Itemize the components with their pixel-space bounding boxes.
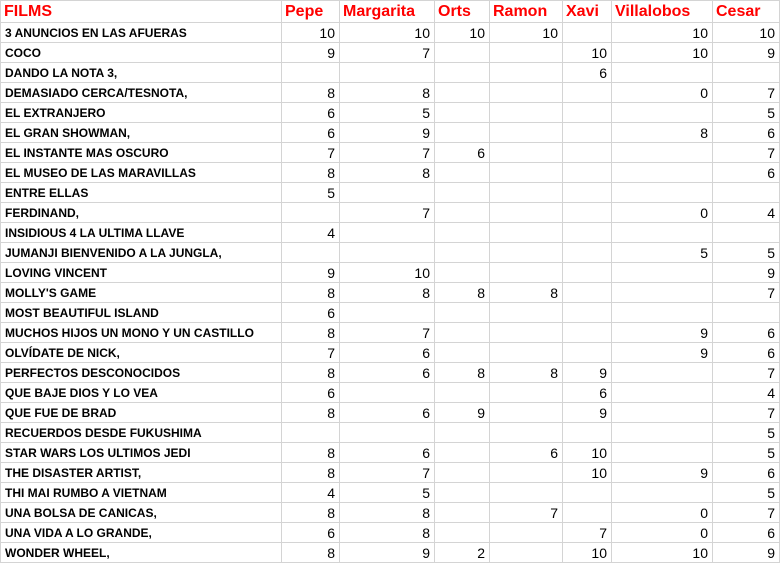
- score-cell[interactable]: [612, 223, 713, 243]
- film-title-cell[interactable]: STAR WARS LOS ULTIMOS JEDI: [1, 443, 282, 463]
- score-cell[interactable]: 10: [563, 463, 612, 483]
- column-header-ramon[interactable]: Ramon: [490, 1, 563, 23]
- table-row: [1, 163, 780, 183]
- score-cell[interactable]: 10: [612, 543, 713, 563]
- score-cell[interactable]: [435, 443, 490, 463]
- column-header-pepe[interactable]: Pepe: [282, 1, 340, 23]
- score-cell[interactable]: 7: [713, 143, 780, 163]
- score-cell[interactable]: [490, 343, 563, 363]
- score-cell[interactable]: [612, 103, 713, 123]
- film-title-cell[interactable]: RECUERDOS DESDE FUKUSHIMA: [1, 423, 282, 443]
- film-title-cell[interactable]: COCO: [1, 43, 282, 63]
- film-title-cell[interactable]: UNA VIDA A LO GRANDE,: [1, 523, 282, 543]
- table-row: [1, 463, 780, 483]
- score-cell[interactable]: 8: [490, 363, 563, 383]
- score-cell[interactable]: [435, 203, 490, 223]
- score-cell[interactable]: 6: [282, 103, 340, 123]
- score-cell[interactable]: 6: [713, 123, 780, 143]
- score-cell[interactable]: [612, 403, 713, 423]
- column-header-xavi[interactable]: Xavi: [563, 1, 612, 23]
- score-cell[interactable]: [490, 203, 563, 223]
- score-cell[interactable]: 6: [282, 523, 340, 543]
- film-title-cell[interactable]: MOST BEAUTIFUL ISLAND: [1, 303, 282, 323]
- table-row: [1, 503, 780, 523]
- score-cell[interactable]: [490, 143, 563, 163]
- score-cell[interactable]: 9: [563, 363, 612, 383]
- score-cell[interactable]: 7: [340, 323, 435, 343]
- score-cell[interactable]: [713, 63, 780, 83]
- table-row: [1, 83, 780, 103]
- score-cell[interactable]: [563, 183, 612, 203]
- score-cell[interactable]: [435, 243, 490, 263]
- score-cell[interactable]: 10: [563, 43, 612, 63]
- score-cell[interactable]: [563, 23, 612, 43]
- table-row: [1, 383, 780, 403]
- score-cell[interactable]: 6: [713, 323, 780, 343]
- score-cell[interactable]: [435, 523, 490, 543]
- score-cell[interactable]: [490, 263, 563, 283]
- score-cell[interactable]: [435, 83, 490, 103]
- table-row: [1, 103, 780, 123]
- score-cell[interactable]: 7: [713, 403, 780, 423]
- score-cell[interactable]: 6: [340, 363, 435, 383]
- score-cell[interactable]: 4: [282, 223, 340, 243]
- score-cell[interactable]: 9: [340, 123, 435, 143]
- score-cell[interactable]: [612, 363, 713, 383]
- score-cell[interactable]: 6: [340, 403, 435, 423]
- table-row: [1, 363, 780, 383]
- table-row: [1, 263, 780, 283]
- score-cell[interactable]: [340, 243, 435, 263]
- score-cell[interactable]: 10: [563, 443, 612, 463]
- score-cell[interactable]: [612, 263, 713, 283]
- film-title-cell[interactable]: MOLLY'S GAME: [1, 283, 282, 303]
- score-cell[interactable]: 7: [713, 503, 780, 523]
- table-row: [1, 523, 780, 543]
- film-title-cell[interactable]: EL MUSEO DE LAS MARAVILLAS: [1, 163, 282, 183]
- score-cell[interactable]: 9: [612, 323, 713, 343]
- score-cell[interactable]: 8: [282, 363, 340, 383]
- score-cell[interactable]: 6: [713, 343, 780, 363]
- score-cell[interactable]: 0: [612, 503, 713, 523]
- table-row: [1, 343, 780, 363]
- table-row: [1, 443, 780, 463]
- film-title-cell[interactable]: UNA BOLSA DE CANICAS,: [1, 503, 282, 523]
- score-cell[interactable]: [563, 203, 612, 223]
- score-cell[interactable]: [340, 223, 435, 243]
- score-cell[interactable]: 9: [612, 343, 713, 363]
- score-cell[interactable]: [490, 243, 563, 263]
- score-cell[interactable]: 0: [612, 523, 713, 543]
- score-cell[interactable]: 2: [435, 543, 490, 563]
- score-cell[interactable]: [612, 483, 713, 503]
- score-cell[interactable]: 6: [340, 343, 435, 363]
- score-cell[interactable]: 8: [340, 503, 435, 523]
- score-cell[interactable]: [490, 323, 563, 343]
- score-cell[interactable]: 7: [340, 463, 435, 483]
- score-cell[interactable]: [435, 503, 490, 523]
- score-cell[interactable]: 4: [282, 483, 340, 503]
- film-title-cell[interactable]: INSIDIOUS 4 LA ULTIMA LLAVE: [1, 223, 282, 243]
- score-cell[interactable]: 9: [282, 43, 340, 63]
- score-cell[interactable]: [563, 303, 612, 323]
- score-cell[interactable]: [713, 183, 780, 203]
- score-cell[interactable]: [713, 223, 780, 243]
- table-row: [1, 403, 780, 423]
- score-cell[interactable]: [490, 403, 563, 423]
- score-cell[interactable]: 10: [340, 23, 435, 43]
- film-title-cell[interactable]: 3 ANUNCIOS EN LAS AFUERAS: [1, 23, 282, 43]
- score-cell[interactable]: [435, 63, 490, 83]
- film-title-cell[interactable]: PERFECTOS DESCONOCIDOS: [1, 363, 282, 383]
- score-cell[interactable]: 8: [282, 543, 340, 563]
- score-cell[interactable]: [340, 63, 435, 83]
- score-cell[interactable]: [612, 383, 713, 403]
- score-cell[interactable]: [435, 183, 490, 203]
- column-header-films[interactable]: FILMS: [1, 1, 282, 23]
- score-cell[interactable]: [563, 243, 612, 263]
- score-cell[interactable]: [612, 63, 713, 83]
- score-cell[interactable]: 7: [282, 143, 340, 163]
- film-title-cell[interactable]: DEMASIADO CERCA/TESNOTA,: [1, 83, 282, 103]
- score-cell[interactable]: 8: [282, 283, 340, 303]
- table-row: [1, 223, 780, 243]
- score-cell[interactable]: [563, 483, 612, 503]
- score-cell[interactable]: [435, 123, 490, 143]
- score-cell[interactable]: 8: [282, 163, 340, 183]
- film-title-cell[interactable]: EL INSTANTE MAS OSCURO: [1, 143, 282, 163]
- score-cell[interactable]: 8: [490, 283, 563, 303]
- column-header-villalobos[interactable]: Villalobos: [612, 1, 713, 23]
- score-cell[interactable]: [563, 263, 612, 283]
- score-cell[interactable]: [490, 463, 563, 483]
- score-cell[interactable]: [282, 243, 340, 263]
- film-title-cell[interactable]: FERDINAND,: [1, 203, 282, 223]
- film-title-cell[interactable]: DANDO LA NOTA 3,: [1, 63, 282, 83]
- score-cell[interactable]: [435, 263, 490, 283]
- score-cell[interactable]: [282, 423, 340, 443]
- score-cell[interactable]: [490, 423, 563, 443]
- score-cell[interactable]: 10: [713, 23, 780, 43]
- score-cell[interactable]: [340, 423, 435, 443]
- score-cell[interactable]: 7: [340, 43, 435, 63]
- score-cell[interactable]: [490, 83, 563, 103]
- score-cell[interactable]: [435, 483, 490, 503]
- film-title-cell[interactable]: THE DISASTER ARTIST,: [1, 463, 282, 483]
- film-title-cell[interactable]: QUE FUE DE BRAD: [1, 403, 282, 423]
- score-cell[interactable]: 7: [490, 503, 563, 523]
- score-cell[interactable]: [435, 303, 490, 323]
- score-cell[interactable]: [340, 183, 435, 203]
- score-cell[interactable]: [435, 163, 490, 183]
- score-cell[interactable]: 6: [563, 383, 612, 403]
- score-cell[interactable]: 10: [282, 23, 340, 43]
- score-cell[interactable]: [612, 143, 713, 163]
- score-cell[interactable]: [563, 323, 612, 343]
- score-cell[interactable]: 5: [340, 103, 435, 123]
- score-cell[interactable]: [563, 423, 612, 443]
- table-row: [1, 543, 780, 563]
- score-cell[interactable]: 8: [282, 443, 340, 463]
- score-cell[interactable]: 8: [282, 323, 340, 343]
- score-cell[interactable]: 7: [713, 283, 780, 303]
- score-cell[interactable]: 7: [563, 523, 612, 543]
- score-cell[interactable]: [340, 303, 435, 323]
- film-title-cell[interactable]: OLVÍDATE DE NICK,: [1, 343, 282, 363]
- score-cell[interactable]: 9: [713, 43, 780, 63]
- score-cell[interactable]: 9: [282, 263, 340, 283]
- score-cell[interactable]: 9: [713, 263, 780, 283]
- score-cell[interactable]: 0: [612, 203, 713, 223]
- film-title-cell[interactable]: LOVING VINCENT: [1, 263, 282, 283]
- table-row: [1, 143, 780, 163]
- score-cell[interactable]: 9: [435, 403, 490, 423]
- score-cell[interactable]: [563, 503, 612, 523]
- table-row: [1, 43, 780, 63]
- score-cell[interactable]: [563, 143, 612, 163]
- score-cell[interactable]: [490, 223, 563, 243]
- score-cell[interactable]: 9: [563, 403, 612, 423]
- score-cell[interactable]: 5: [713, 423, 780, 443]
- table-row: [1, 483, 780, 503]
- score-cell[interactable]: 6: [490, 443, 563, 463]
- score-cell[interactable]: 10: [563, 543, 612, 563]
- score-cell[interactable]: 6: [282, 123, 340, 143]
- score-cell[interactable]: 8: [340, 283, 435, 303]
- score-cell[interactable]: 6: [713, 163, 780, 183]
- score-cell[interactable]: [435, 43, 490, 63]
- score-cell[interactable]: [612, 183, 713, 203]
- table-row: [1, 283, 780, 303]
- score-cell[interactable]: [563, 223, 612, 243]
- score-cell[interactable]: 6: [435, 143, 490, 163]
- score-cell[interactable]: [490, 303, 563, 323]
- score-cell[interactable]: 6: [340, 443, 435, 463]
- score-cell[interactable]: [490, 103, 563, 123]
- score-cell[interactable]: 9: [340, 543, 435, 563]
- score-cell[interactable]: 5: [713, 483, 780, 503]
- score-cell[interactable]: [612, 163, 713, 183]
- score-cell[interactable]: 6: [563, 63, 612, 83]
- score-cell[interactable]: 6: [282, 383, 340, 403]
- column-header-orts[interactable]: Orts: [435, 1, 490, 23]
- score-cell[interactable]: [282, 203, 340, 223]
- score-cell[interactable]: [563, 283, 612, 303]
- score-cell[interactable]: 7: [282, 343, 340, 363]
- score-cell[interactable]: 8: [282, 83, 340, 103]
- score-cell[interactable]: 7: [713, 83, 780, 103]
- table-row: [1, 123, 780, 143]
- film-title-cell[interactable]: EL EXTRANJERO: [1, 103, 282, 123]
- score-cell[interactable]: [612, 423, 713, 443]
- score-cell[interactable]: [563, 103, 612, 123]
- score-cell[interactable]: 8: [282, 503, 340, 523]
- score-cell[interactable]: [340, 383, 435, 403]
- score-cell[interactable]: [490, 523, 563, 543]
- score-cell[interactable]: 8: [340, 83, 435, 103]
- score-cell[interactable]: [490, 183, 563, 203]
- score-cell[interactable]: 5: [713, 443, 780, 463]
- score-cell[interactable]: 7: [340, 203, 435, 223]
- score-cell[interactable]: 8: [340, 523, 435, 543]
- score-cell[interactable]: [563, 163, 612, 183]
- score-cell[interactable]: 8: [282, 403, 340, 423]
- score-cell[interactable]: 5: [612, 243, 713, 263]
- film-title-cell[interactable]: THI MAI RUMBO A VIETNAM: [1, 483, 282, 503]
- score-cell[interactable]: 10: [612, 23, 713, 43]
- score-cell[interactable]: [435, 323, 490, 343]
- score-cell[interactable]: 10: [340, 263, 435, 283]
- score-cell[interactable]: [713, 303, 780, 323]
- film-title-cell[interactable]: WONDER WHEEL,: [1, 543, 282, 563]
- score-cell[interactable]: [490, 483, 563, 503]
- score-cell[interactable]: 8: [435, 363, 490, 383]
- score-cell[interactable]: 5: [713, 243, 780, 263]
- score-cell[interactable]: [490, 63, 563, 83]
- score-cell[interactable]: [563, 343, 612, 363]
- score-cell[interactable]: [435, 463, 490, 483]
- score-cell[interactable]: 6: [713, 463, 780, 483]
- film-title-cell[interactable]: ENTRE ELLAS: [1, 183, 282, 203]
- score-cell[interactable]: 10: [435, 23, 490, 43]
- score-cell[interactable]: [490, 163, 563, 183]
- film-title-cell[interactable]: JUMANJI BIENVENIDO A LA JUNGLA,: [1, 243, 282, 263]
- film-title-cell[interactable]: EL GRAN SHOWMAN,: [1, 123, 282, 143]
- score-cell[interactable]: 5: [340, 483, 435, 503]
- score-cell[interactable]: [612, 283, 713, 303]
- score-cell[interactable]: 10: [612, 43, 713, 63]
- table-row: [1, 203, 780, 223]
- table-row: [1, 23, 780, 43]
- score-cell[interactable]: 6: [282, 303, 340, 323]
- column-header-cesar[interactable]: Cesar: [713, 1, 780, 23]
- score-cell[interactable]: [612, 443, 713, 463]
- film-title-cell[interactable]: QUE BAJE DIOS Y LO VEA: [1, 383, 282, 403]
- score-cell[interactable]: [563, 123, 612, 143]
- score-cell[interactable]: [435, 343, 490, 363]
- film-title-cell[interactable]: MUCHOS HIJOS UN MONO Y UN CASTILLO: [1, 323, 282, 343]
- table-row: [1, 423, 780, 443]
- score-cell[interactable]: [563, 83, 612, 103]
- score-cell[interactable]: [435, 423, 490, 443]
- table-row: [1, 303, 780, 323]
- score-cell[interactable]: 5: [713, 103, 780, 123]
- score-cell[interactable]: 6: [713, 523, 780, 543]
- score-cell[interactable]: [490, 543, 563, 563]
- score-cell[interactable]: 5: [282, 183, 340, 203]
- table-body: [1, 23, 780, 563]
- score-cell[interactable]: 4: [713, 203, 780, 223]
- score-cell[interactable]: 8: [435, 283, 490, 303]
- column-header-margarita[interactable]: Margarita: [340, 1, 435, 23]
- score-cell[interactable]: [490, 123, 563, 143]
- score-cell[interactable]: [282, 63, 340, 83]
- score-cell[interactable]: 0: [612, 83, 713, 103]
- score-cell[interactable]: [490, 383, 563, 403]
- score-cell[interactable]: 4: [713, 383, 780, 403]
- table-row: [1, 323, 780, 343]
- score-cell[interactable]: 9: [713, 543, 780, 563]
- score-cell[interactable]: 9: [612, 463, 713, 483]
- score-cell[interactable]: 8: [340, 163, 435, 183]
- score-cell[interactable]: [435, 223, 490, 243]
- table-row: [1, 243, 780, 263]
- table-row: [1, 63, 780, 83]
- score-cell[interactable]: [435, 383, 490, 403]
- table-row: [1, 183, 780, 203]
- score-cell[interactable]: [490, 43, 563, 63]
- score-cell[interactable]: 7: [713, 363, 780, 383]
- score-cell[interactable]: 8: [282, 463, 340, 483]
- score-cell[interactable]: 7: [340, 143, 435, 163]
- score-cell[interactable]: 8: [612, 123, 713, 143]
- score-cell[interactable]: [435, 103, 490, 123]
- header-row: [1, 1, 780, 23]
- score-cell[interactable]: [612, 303, 713, 323]
- score-cell[interactable]: 10: [490, 23, 563, 43]
